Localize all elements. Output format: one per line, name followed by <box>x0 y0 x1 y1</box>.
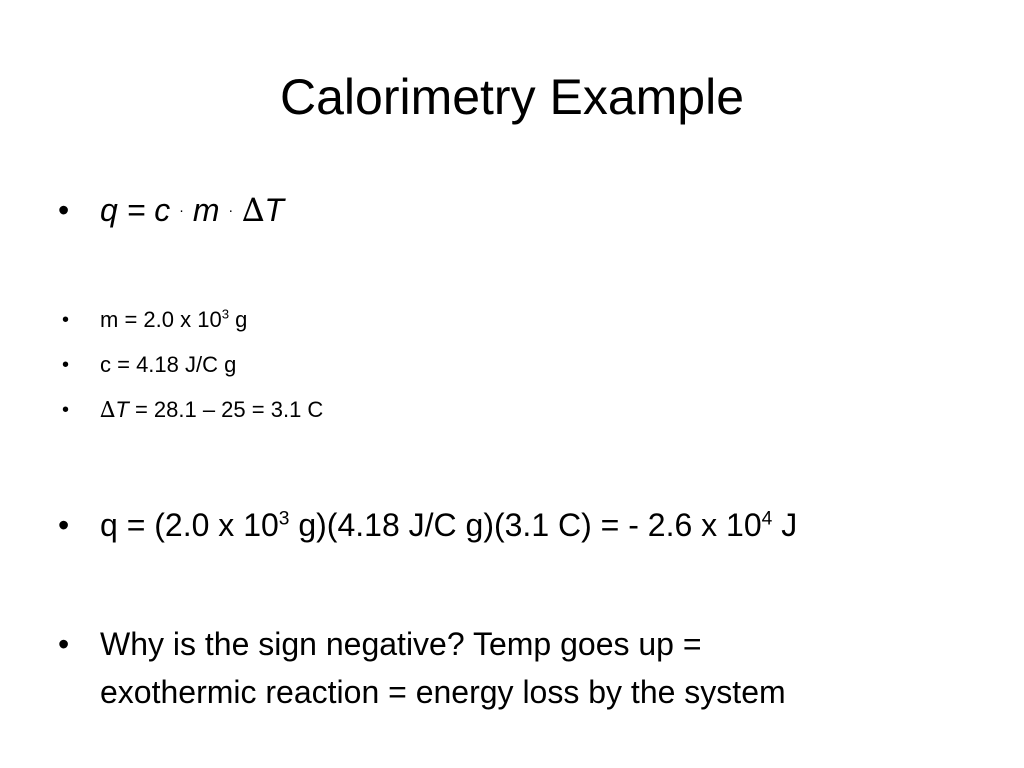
calc-exponent-1: 3 <box>278 508 290 530</box>
formula-m: m <box>192 192 220 228</box>
question-text <box>100 620 1000 716</box>
formula-equals: = <box>117 192 155 228</box>
mass-prefix: m = 2.0 x 10 <box>100 307 222 332</box>
mass-exponent: 3 <box>221 306 230 322</box>
formula-dot-2: · <box>228 203 234 220</box>
formula-delta-symbol: ∆ <box>242 191 265 229</box>
calc-part-2: g)(4.18 J/C g)(3.1 C) = - 2.6 x 10 <box>289 507 762 543</box>
bullet-marker: • <box>62 309 70 331</box>
calc-part-1: q = (2.0 x 10 <box>100 507 279 543</box>
calc-exponent-2: 4 <box>761 508 773 530</box>
bullet-marker: • <box>58 192 70 228</box>
bullet-marker: • <box>58 507 70 543</box>
mass-suffix: g <box>229 307 248 332</box>
formula-text <box>100 186 284 237</box>
bullet-marker: • <box>62 354 70 376</box>
formula-q: q <box>100 192 118 228</box>
formula-dot-1: · <box>179 203 184 220</box>
heat-capacity-text: c = 4.18 J/C g <box>100 352 237 377</box>
slide-title: Calorimetry Example <box>279 69 744 125</box>
delta-t-T: T <box>115 397 129 422</box>
delta-symbol: ∆ <box>100 398 116 423</box>
delta-t-text <box>100 395 323 426</box>
bullet-marker: • <box>58 626 70 662</box>
formula-T: T <box>264 192 284 228</box>
formula-c: c <box>154 192 171 228</box>
question-line-1: Why is the sign negative? Temp goes up = <box>100 626 702 662</box>
calculation-text <box>100 501 797 549</box>
mass-text <box>100 305 247 335</box>
calc-part-3: J <box>772 507 798 543</box>
delta-t-rest: = 28.1 – 25 = 3.1 C <box>128 397 324 422</box>
question-line-2: exothermic reaction = energy loss by the system <box>100 674 786 710</box>
bullet-marker: • <box>62 399 70 421</box>
